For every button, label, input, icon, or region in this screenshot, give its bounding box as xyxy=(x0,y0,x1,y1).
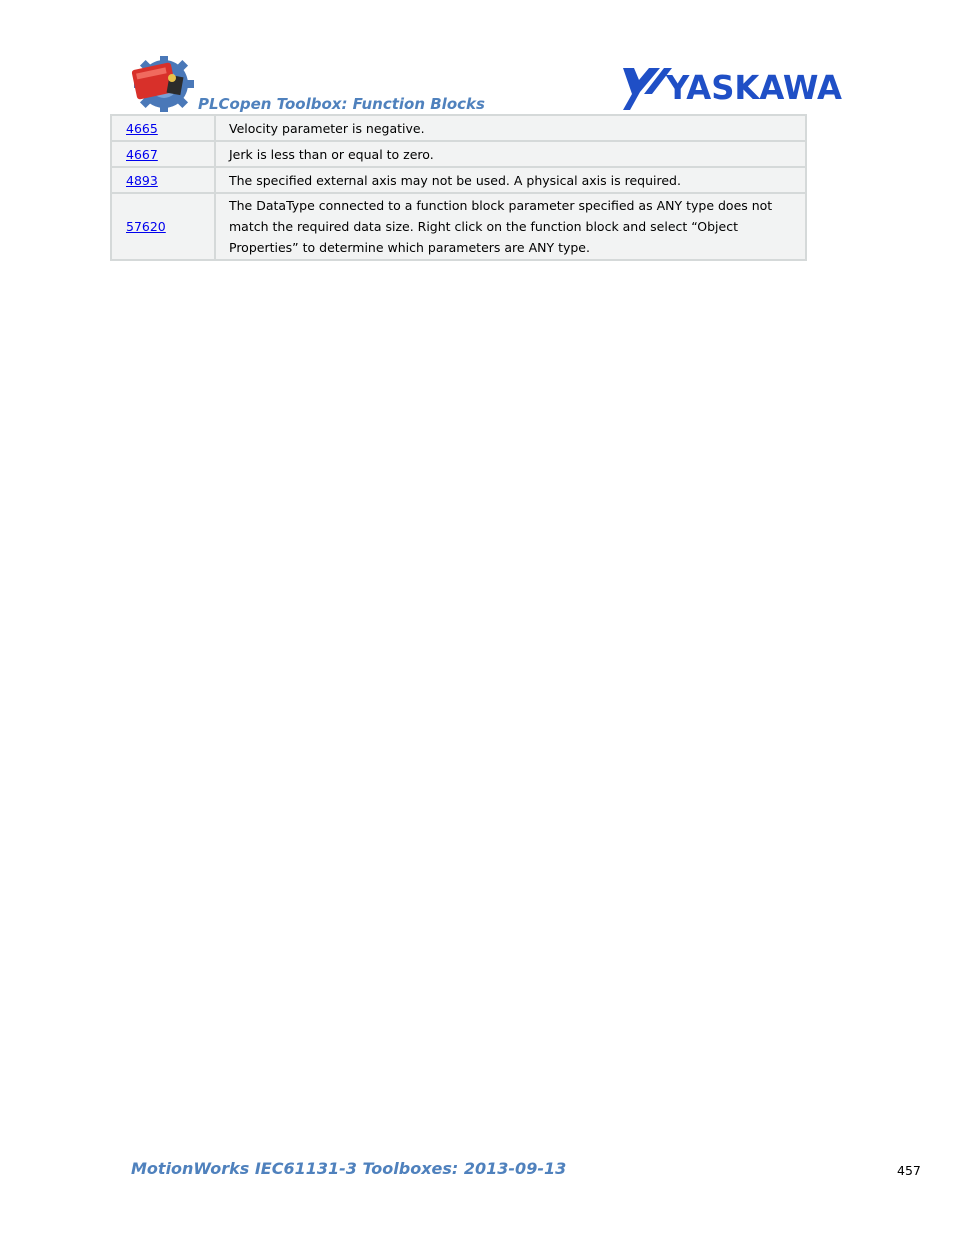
error-code-link-57620[interactable]: 57620 xyxy=(126,219,166,234)
plcopen-toolbox-gear-icon xyxy=(128,56,200,112)
error-description: The specified external axis may not be used. A physical axis is required. xyxy=(215,167,806,193)
footer-title: MotionWorks IEC61131-3 Toolboxes: 2013-09-13 xyxy=(131,1159,567,1178)
error-description: The DataType connected to a function block parameter specified as ANY type does not match the required data size. Right click on the function block and select “Object Properties” to determine which parameters are ANY type. xyxy=(215,193,806,260)
table-row xyxy=(111,141,806,167)
error-code-link-4893[interactable]: 4893 xyxy=(126,172,158,188)
header-title: PLCopen Toolbox: Function Blocks xyxy=(198,95,485,113)
brand-name: YASKAWA xyxy=(665,68,843,107)
table-row xyxy=(111,115,806,141)
table-row xyxy=(111,193,806,260)
error-description: Velocity parameter is negative. xyxy=(215,115,806,141)
yaskawa-logo-icon xyxy=(620,64,846,112)
table-row xyxy=(111,167,806,193)
error-code-link-4667[interactable]: 4667 xyxy=(126,146,158,162)
page-number: 457 xyxy=(897,1163,921,1178)
error-code-table xyxy=(110,114,807,261)
error-description: Jerk is less than or equal to zero. xyxy=(215,141,806,167)
error-code-link-4665[interactable]: 4665 xyxy=(126,120,158,136)
